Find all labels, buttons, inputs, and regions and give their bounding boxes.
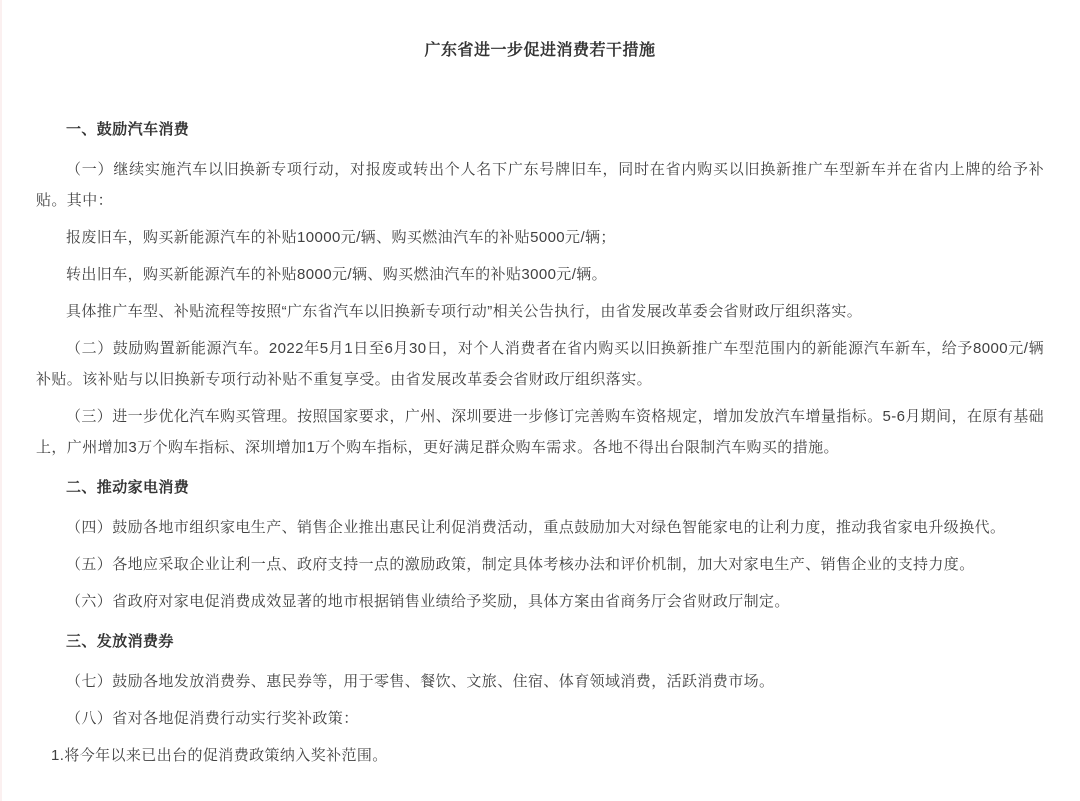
section-consumption-vouchers: [36, 626, 1044, 771]
section-heading-consumption-vouchers: 三、发放消费券: [66, 633, 174, 650]
page-edge-tint: [0, 0, 2, 801]
paragraph-transfer-subsidy: 转出旧车，购买新能源汽车的补贴8000元/辆、购买燃油汽车的补贴3000元/辆。: [66, 266, 608, 283]
paragraph-item-1: （一）继续实施汽车以旧换新专项行动，对报废或转出个人名下广东号牌旧车，同时在省内购买以旧换新推广车型新车并在省内上牌的给予补贴。其中：: [36, 161, 1044, 209]
paragraph-item-3: （三）进一步优化汽车购买管理。按照国家要求，广州、深圳要进一步修订完善购车资格规定，增加发放汽车增量指标。5-6月期间，在原有基础上，广州增加3万个购车指标、深圳增加1万个购车指标，更好满足群众购车需求。各地不得出台限制汽车购买的措施。: [36, 408, 1044, 456]
paragraph-implementation-note: 具体推广车型、补贴流程等按照“广东省汽车以旧换新专项行动”相关公告执行，由省发展改革委会省财政厅组织落实。: [66, 303, 863, 320]
paragraph-item-6: （六）省政府对家电促消费成效显著的地市根据销售业绩给予奖励，具体方案由省商务厅会省财政厅制定。: [66, 593, 790, 610]
section-car-consumption: [36, 114, 1044, 463]
paragraph-item-5: （五）各地应采取企业让利一点、政府支持一点的激励政策，制定具体考核办法和评价机制，加大对家电生产、销售企业的支持力度。: [66, 556, 975, 573]
document-title: 广东省进一步促进消费若干措施: [424, 42, 656, 59]
section-heading-car-consumption: 一、鼓励汽车消费: [66, 121, 190, 138]
paragraph-scrap-subsidy: 报废旧车，购买新能源汽车的补贴10000元/辆、购买燃油汽车的补贴5000元/辆；: [66, 229, 616, 246]
section-heading-appliance-consumption: 二、推动家电消费: [66, 479, 190, 496]
paragraph-item-2: （二）鼓励购置新能源汽车。2022年5月1日至6月30日，对个人消费者在省内购买以旧换新推广车型范围内的新能源汽车新车，给予8000元/辆补贴。该补贴与以旧换新专项行动补贴不重复享受。由省发展改革委会省财政厅组织落实。: [36, 340, 1044, 388]
paragraph-item-7: （七）鼓励各地发放消费券、惠民券等，用于零售、餐饮、文旅、住宿、体育领域消费，活跃消费市场。: [66, 673, 775, 690]
paragraph-subitem-1: 1.将今年以来已出台的促消费政策纳入奖补范围。: [51, 747, 388, 764]
paragraph-item-8: （八）省对各地促消费行动实行奖补政策：: [66, 710, 359, 727]
section-appliance-consumption: [36, 472, 1044, 617]
paragraph-item-4: （四）鼓励各地市组织家电生产、销售企业推出惠民让利促消费活动，重点鼓励加大对绿色智能家电的让利力度，推动我省家电升级换代。: [66, 519, 1006, 536]
